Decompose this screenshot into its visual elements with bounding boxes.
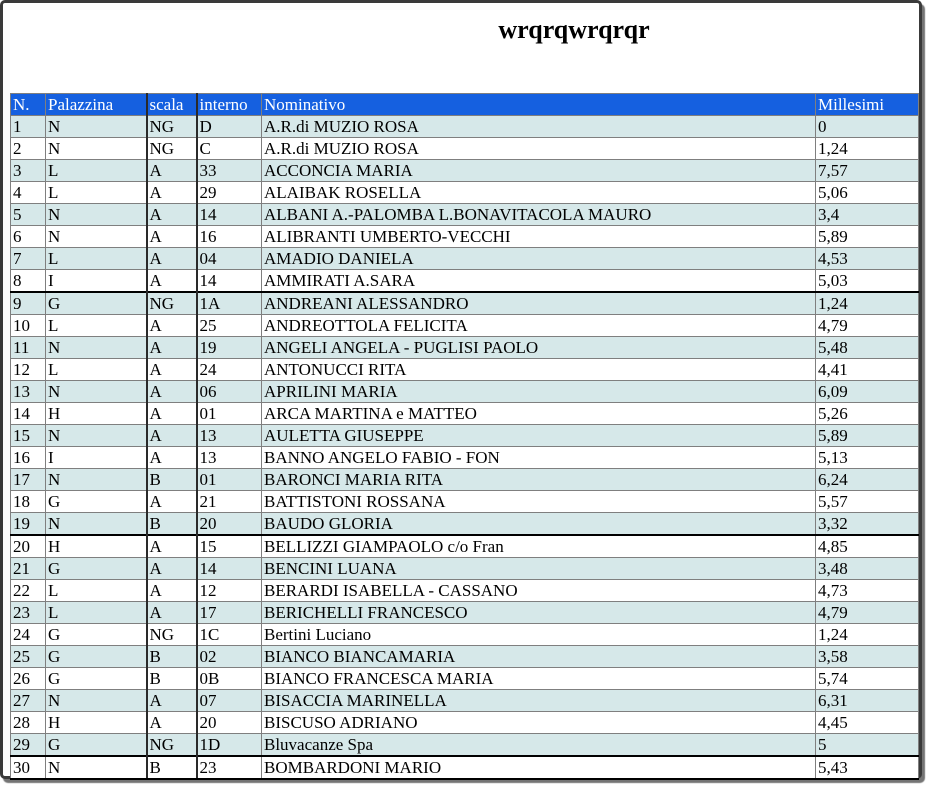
cell-palazzina: N (46, 138, 147, 160)
cell-scala: A (147, 447, 197, 469)
cell-scala: NG (147, 116, 197, 138)
cell-interno: 24 (197, 359, 262, 381)
cell-millesimi: 3,48 (816, 558, 919, 580)
cell-n: 18 (11, 491, 46, 513)
cell-nominativo: ANDREANI ALESSANDRO (262, 292, 816, 315)
cell-interno: 23 (197, 756, 262, 779)
cell-interno: 25 (197, 315, 262, 337)
cell-palazzina: G (46, 558, 147, 580)
cell-nominativo: ALBANI A.-PALOMBA L.BONAVITACOLA MAURO (262, 204, 816, 226)
cell-n: 14 (11, 403, 46, 425)
cell-interno: 14 (197, 270, 262, 293)
cell-scala: A (147, 381, 197, 403)
cell-millesimi: 0 (816, 116, 919, 138)
cell-millesimi: 5,74 (816, 668, 919, 690)
cell-palazzina: I (46, 447, 147, 469)
cell-n: 5 (11, 204, 46, 226)
cell-palazzina: N (46, 690, 147, 712)
table-row (11, 668, 919, 690)
cell-scala: B (147, 469, 197, 491)
cell-millesimi: 4,53 (816, 248, 919, 270)
cell-scala: NG (147, 138, 197, 160)
cell-interno: 16 (197, 226, 262, 248)
cell-interno: 19 (197, 337, 262, 359)
cell-n: 21 (11, 558, 46, 580)
table-row (11, 513, 919, 536)
cell-palazzina: H (46, 712, 147, 734)
cell-nominativo: BISCUSO ADRIANO (262, 712, 816, 734)
cell-millesimi: 5 (816, 734, 919, 757)
cell-palazzina: L (46, 182, 147, 204)
cell-interno: 1C (197, 624, 262, 646)
cell-palazzina: L (46, 315, 147, 337)
table-row (11, 270, 919, 293)
cell-nominativo: BIANCO FRANCESCA MARIA (262, 668, 816, 690)
cell-palazzina: H (46, 535, 147, 558)
cell-interno: 12 (197, 580, 262, 602)
table-row (11, 204, 919, 226)
cell-scala: NG (147, 734, 197, 757)
page-title: wrqrqwrqrqr (498, 15, 650, 44)
cell-scala: A (147, 270, 197, 293)
millesimi-table (10, 93, 919, 780)
cell-nominativo: ACCONCIA MARIA (262, 160, 816, 182)
cell-nominativo: BELLIZZI GIAMPAOLO c/o Fran (262, 535, 816, 558)
cell-scala: A (147, 337, 197, 359)
cell-nominativo: ALIBRANTI UMBERTO-VECCHI (262, 226, 816, 248)
cell-interno: 1D (197, 734, 262, 757)
cell-nominativo: AMADIO DANIELA (262, 248, 816, 270)
cell-palazzina: L (46, 248, 147, 270)
cell-n: 2 (11, 138, 46, 160)
cell-nominativo: Bertini Luciano (262, 624, 816, 646)
cell-nominativo: BERICHELLI FRANCESCO (262, 602, 816, 624)
cell-nominativo: ARCA MARTINA e MATTEO (262, 403, 816, 425)
cell-n: 30 (11, 756, 46, 779)
cell-interno: 06 (197, 381, 262, 403)
cell-interno: 13 (197, 425, 262, 447)
table-row (11, 558, 919, 580)
cell-nominativo: APRILINI MARIA (262, 381, 816, 403)
table-row (11, 469, 919, 491)
cell-nominativo: A.R.di MUZIO ROSA (262, 138, 816, 160)
cell-millesimi: 5,06 (816, 182, 919, 204)
cell-interno: 21 (197, 491, 262, 513)
cell-palazzina: I (46, 270, 147, 293)
cell-millesimi: 3,58 (816, 646, 919, 668)
cell-millesimi: 3,32 (816, 513, 919, 536)
cell-n: 22 (11, 580, 46, 602)
cell-scala: A (147, 359, 197, 381)
cell-interno: 01 (197, 403, 262, 425)
column-header-interno: interno (197, 94, 262, 116)
table-row (11, 359, 919, 381)
table-row (11, 535, 919, 558)
cell-millesimi: 3,4 (816, 204, 919, 226)
cell-millesimi: 1,24 (816, 138, 919, 160)
cell-nominativo: AMMIRATI A.SARA (262, 270, 816, 293)
cell-palazzina: N (46, 513, 147, 536)
column-header-n: N. (11, 94, 46, 116)
cell-interno: D (197, 116, 262, 138)
cell-n: 25 (11, 646, 46, 668)
cell-interno: 29 (197, 182, 262, 204)
cell-n: 8 (11, 270, 46, 293)
cell-palazzina: L (46, 160, 147, 182)
cell-interno: 0B (197, 668, 262, 690)
table-row (11, 646, 919, 668)
table-row (11, 226, 919, 248)
cell-n: 29 (11, 734, 46, 757)
cell-scala: A (147, 182, 197, 204)
cell-millesimi: 4,73 (816, 580, 919, 602)
cell-palazzina: N (46, 226, 147, 248)
cell-scala: A (147, 690, 197, 712)
cell-nominativo: BOMBARDONI MARIO (262, 756, 816, 779)
cell-n: 24 (11, 624, 46, 646)
cell-scala: A (147, 558, 197, 580)
cell-millesimi: 5,13 (816, 447, 919, 469)
cell-scala: A (147, 204, 197, 226)
cell-palazzina: N (46, 425, 147, 447)
cell-millesimi: 1,24 (816, 624, 919, 646)
cell-interno: 14 (197, 204, 262, 226)
cell-millesimi: 6,31 (816, 690, 919, 712)
table-row (11, 491, 919, 513)
table-row (11, 403, 919, 425)
table-row (11, 292, 919, 315)
cell-millesimi: 5,89 (816, 226, 919, 248)
cell-interno: 33 (197, 160, 262, 182)
table-row (11, 425, 919, 447)
cell-n: 26 (11, 668, 46, 690)
cell-n: 15 (11, 425, 46, 447)
cell-scala: NG (147, 624, 197, 646)
cell-interno: 14 (197, 558, 262, 580)
cell-n: 4 (11, 182, 46, 204)
cell-millesimi: 7,57 (816, 160, 919, 182)
cell-interno: 20 (197, 712, 262, 734)
cell-n: 13 (11, 381, 46, 403)
cell-scala: B (147, 756, 197, 779)
cell-palazzina: N (46, 756, 147, 779)
cell-palazzina: N (46, 204, 147, 226)
table-body (11, 116, 919, 780)
cell-interno: 17 (197, 602, 262, 624)
cell-n: 12 (11, 359, 46, 381)
cell-n: 11 (11, 337, 46, 359)
cell-millesimi: 5,89 (816, 425, 919, 447)
cell-palazzina: N (46, 337, 147, 359)
cell-n: 7 (11, 248, 46, 270)
cell-scala: B (147, 646, 197, 668)
cell-interno: 04 (197, 248, 262, 270)
cell-nominativo: Bluvacanze Spa (262, 734, 816, 757)
cell-scala: B (147, 513, 197, 536)
cell-nominativo: BANNO ANGELO FABIO - FON (262, 447, 816, 469)
cell-n: 3 (11, 160, 46, 182)
cell-scala: A (147, 580, 197, 602)
cell-palazzina: L (46, 359, 147, 381)
cell-n: 1 (11, 116, 46, 138)
table-row (11, 116, 919, 138)
table-row (11, 580, 919, 602)
cell-n: 20 (11, 535, 46, 558)
cell-millesimi: 5,57 (816, 491, 919, 513)
cell-interno: 1A (197, 292, 262, 315)
cell-scala: A (147, 602, 197, 624)
cell-scala: NG (147, 292, 197, 315)
cell-nominativo: ANDREOTTOLA FELICITA (262, 315, 816, 337)
column-header-millesimi: Millesimi (816, 94, 919, 116)
cell-palazzina: L (46, 580, 147, 602)
cell-millesimi: 1,24 (816, 292, 919, 315)
cell-nominativo: BAUDO GLORIA (262, 513, 816, 536)
cell-millesimi: 4,41 (816, 359, 919, 381)
column-header-palazzina: Palazzina (46, 94, 147, 116)
cell-nominativo: BERARDI ISABELLA - CASSANO (262, 580, 816, 602)
cell-millesimi: 4,79 (816, 602, 919, 624)
cell-interno: C (197, 138, 262, 160)
cell-scala: A (147, 491, 197, 513)
table-row (11, 138, 919, 160)
cell-nominativo: BISACCIA MARINELLA (262, 690, 816, 712)
cell-interno: 15 (197, 535, 262, 558)
cell-nominativo: A.R.di MUZIO ROSA (262, 116, 816, 138)
cell-millesimi: 4,85 (816, 535, 919, 558)
table-row (11, 734, 919, 757)
table-row (11, 182, 919, 204)
cell-palazzina: G (46, 292, 147, 315)
cell-millesimi: 4,45 (816, 712, 919, 734)
cell-nominativo: BARONCI MARIA RITA (262, 469, 816, 491)
cell-palazzina: G (46, 668, 147, 690)
cell-interno: 13 (197, 447, 262, 469)
cell-scala: A (147, 425, 197, 447)
cell-palazzina: L (46, 602, 147, 624)
cell-n: 28 (11, 712, 46, 734)
table-header-row (11, 94, 919, 116)
cell-nominativo: ANTONUCCI RITA (262, 359, 816, 381)
cell-interno: 07 (197, 690, 262, 712)
column-header-nominativo: Nominativo (262, 94, 816, 116)
cell-interno: 20 (197, 513, 262, 536)
table-row (11, 447, 919, 469)
cell-palazzina: N (46, 381, 147, 403)
cell-nominativo: ANGELI ANGELA - PUGLISI PAOLO (262, 337, 816, 359)
cell-palazzina: G (46, 491, 147, 513)
cell-scala: A (147, 315, 197, 337)
cell-millesimi: 5,48 (816, 337, 919, 359)
cell-n: 16 (11, 447, 46, 469)
cell-palazzina: N (46, 469, 147, 491)
cell-nominativo: BATTISTONI ROSSANA (262, 491, 816, 513)
table-row (11, 315, 919, 337)
cell-nominativo: BENCINI LUANA (262, 558, 816, 580)
cell-scala: A (147, 248, 197, 270)
table-row (11, 690, 919, 712)
column-header-scala: scala (147, 94, 197, 116)
cell-palazzina: H (46, 403, 147, 425)
cell-nominativo: BIANCO BIANCAMARIA (262, 646, 816, 668)
cell-millesimi: 6,09 (816, 381, 919, 403)
cell-interno: 02 (197, 646, 262, 668)
cell-scala: A (147, 160, 197, 182)
cell-millesimi: 5,43 (816, 756, 919, 779)
cell-scala: B (147, 668, 197, 690)
table-row (11, 160, 919, 182)
cell-millesimi: 4,79 (816, 315, 919, 337)
cell-interno: 01 (197, 469, 262, 491)
table-row (11, 381, 919, 403)
cell-millesimi: 5,26 (816, 403, 919, 425)
cell-scala: A (147, 403, 197, 425)
cell-palazzina: N (46, 116, 147, 138)
cell-n: 10 (11, 315, 46, 337)
cell-n: 19 (11, 513, 46, 536)
cell-nominativo: ALAIBAK ROSELLA (262, 182, 816, 204)
cell-n: 23 (11, 602, 46, 624)
table-row (11, 602, 919, 624)
table-row (11, 712, 919, 734)
cell-palazzina: G (46, 624, 147, 646)
cell-millesimi: 6,24 (816, 469, 919, 491)
table-row (11, 248, 919, 270)
table-row (11, 337, 919, 359)
table-row (11, 756, 919, 779)
cell-palazzina: G (46, 646, 147, 668)
table-row (11, 624, 919, 646)
cell-millesimi: 5,03 (816, 270, 919, 293)
cell-n: 6 (11, 226, 46, 248)
cell-scala: A (147, 226, 197, 248)
cell-n: 17 (11, 469, 46, 491)
cell-nominativo: AULETTA GIUSEPPE (262, 425, 816, 447)
cell-palazzina: G (46, 734, 147, 757)
cell-n: 9 (11, 292, 46, 315)
cell-n: 27 (11, 690, 46, 712)
cell-scala: A (147, 712, 197, 734)
cell-scala: A (147, 535, 197, 558)
